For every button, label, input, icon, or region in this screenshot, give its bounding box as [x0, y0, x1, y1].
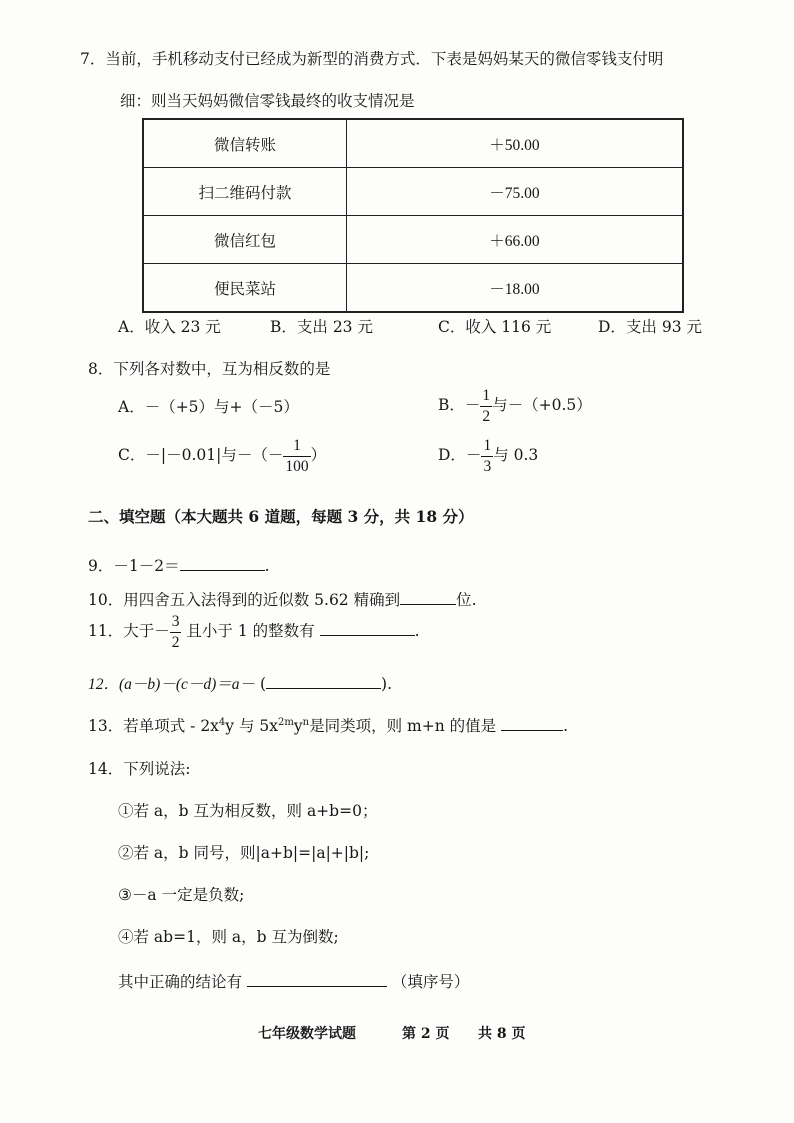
table-row — [143, 168, 683, 216]
q13-pre: 13．若单项式 - 2x — [88, 717, 219, 735]
footer-total: 共 8 页 — [478, 1026, 526, 1042]
table-cell-item: 微信红包 — [143, 216, 347, 264]
q8-option-a: A．－（+5）与+（－5） — [118, 398, 299, 416]
q8-option-d — [438, 438, 538, 474]
fraction — [283, 438, 310, 474]
q14-statement-1: ①若 a，b 互为相反数，则 a+b=0； — [118, 802, 378, 820]
q8-c-label: C．－|－0.01|与－（－ — [118, 446, 284, 464]
q8-option-c — [118, 438, 326, 474]
footer-page: 第 2 页 — [402, 1026, 450, 1042]
q12-paren-close: ) — [381, 675, 388, 693]
answer-blank[interactable] — [247, 972, 387, 987]
table-row — [143, 264, 683, 313]
table-cell-item: 扫二维码付款 — [143, 168, 347, 216]
q12-paren-open: ( — [259, 675, 267, 693]
q14-statement-3: ③－a 一定是负数; — [118, 886, 245, 904]
q8-d-label: D．－ — [438, 446, 482, 464]
answer-blank[interactable] — [266, 674, 381, 689]
fraction-numerator: 1 — [480, 388, 492, 407]
q12 — [88, 674, 392, 693]
table-row — [143, 216, 683, 264]
fraction-denominator: 2 — [482, 407, 491, 425]
q13-mid2: y — [293, 717, 303, 735]
q11-post: 且小于 1 的整数有 — [186, 622, 315, 640]
fraction — [481, 438, 493, 474]
q7-option-c: C．收入 116 元 — [438, 318, 552, 336]
q13-exp2: 2m — [278, 716, 294, 728]
payment-table — [142, 118, 684, 313]
fraction-denominator: 100 — [285, 457, 309, 475]
section-heading: 二、填空题（本大题共 6 道题，每题 3 分，共 18 分） — [88, 507, 474, 526]
q11-pre: 11．大于－ — [88, 622, 170, 640]
table-cell-amount: ＋66.00 — [347, 216, 684, 264]
q14-hint: （填序号） — [391, 973, 470, 991]
q10-text: 10．用四舍五入法得到的近似数 5.62 精确到 — [88, 591, 401, 609]
q13-end: . — [563, 717, 568, 735]
q13 — [88, 716, 568, 735]
q9-end: . — [264, 557, 270, 575]
answer-blank[interactable] — [320, 621, 415, 636]
table-cell-amount: －18.00 — [347, 264, 684, 313]
q14-conclusion-text: 其中正确的结论有 — [118, 973, 243, 991]
answer-blank[interactable] — [180, 556, 265, 571]
table-cell-item: 便民菜站 — [143, 264, 347, 313]
q10 — [88, 590, 477, 609]
q13-exp3: n — [302, 716, 310, 728]
footer-subject: 七年级数学试题 — [258, 1026, 356, 1042]
fraction — [480, 388, 492, 424]
table-cell-amount: －75.00 — [347, 168, 684, 216]
answer-blank[interactable] — [501, 716, 563, 731]
q9 — [88, 556, 270, 575]
q14-statement-4: ④若 ab=1，则 a，b 互为倒数; — [118, 928, 339, 946]
q13-mid1: y 与 5x — [225, 717, 279, 735]
q11-end: . — [414, 622, 420, 640]
q14-stem: 14．下列说法: — [88, 760, 191, 778]
q13-post: 是同类项，则 m+n 的值是 — [309, 717, 497, 735]
q8-d-tail: 与 0.3 — [493, 446, 539, 464]
fraction-denominator: 3 — [483, 457, 492, 475]
answer-blank[interactable] — [400, 590, 456, 605]
q13-exp1: 4 — [218, 716, 226, 728]
q8-b-tail: 与－（+0.5） — [492, 396, 592, 414]
fraction-numerator: 3 — [170, 614, 182, 633]
q7-stem-line1: 7．当前，手机移动支付已经成为新型的消费方式．下表是妈妈某天的微信零钱支付明 — [80, 50, 664, 68]
table-cell-item: 微信转账 — [143, 119, 347, 168]
q8-b-label: B．－ — [438, 396, 481, 414]
q14-conclusion — [118, 972, 469, 991]
q12-end: . — [387, 675, 393, 693]
q7-stem-line2: 细：则当天妈妈微信零钱最终的收支情况是 — [120, 92, 415, 110]
q14-statement-2: ②若 a，b 同号，则|a+b|=|a|+|b|; — [118, 844, 370, 862]
fraction-denominator: 2 — [171, 633, 180, 651]
q11 — [88, 614, 420, 650]
table-row — [143, 119, 683, 168]
table-cell-amount: ＋50.00 — [347, 119, 684, 168]
q7-option-a: A．收入 23 元 — [118, 318, 221, 336]
q8-c-tail: ） — [310, 446, 327, 464]
q7-option-d: D．支出 93 元 — [598, 318, 703, 336]
fraction — [170, 614, 182, 650]
q7-option-b: B．支出 23 元 — [270, 318, 373, 336]
q8-stem: 8．下列各对数中，互为相反数的是 — [88, 360, 331, 378]
q10-end: 位. — [456, 591, 477, 609]
q12-text: 12．(a－b)－(c－d)＝a－ — [88, 676, 256, 693]
fraction-numerator: 1 — [283, 438, 310, 457]
q9-text: 9．－1－2＝ — [88, 557, 180, 575]
q8-option-b — [438, 388, 592, 424]
fraction-numerator: 1 — [481, 438, 493, 457]
